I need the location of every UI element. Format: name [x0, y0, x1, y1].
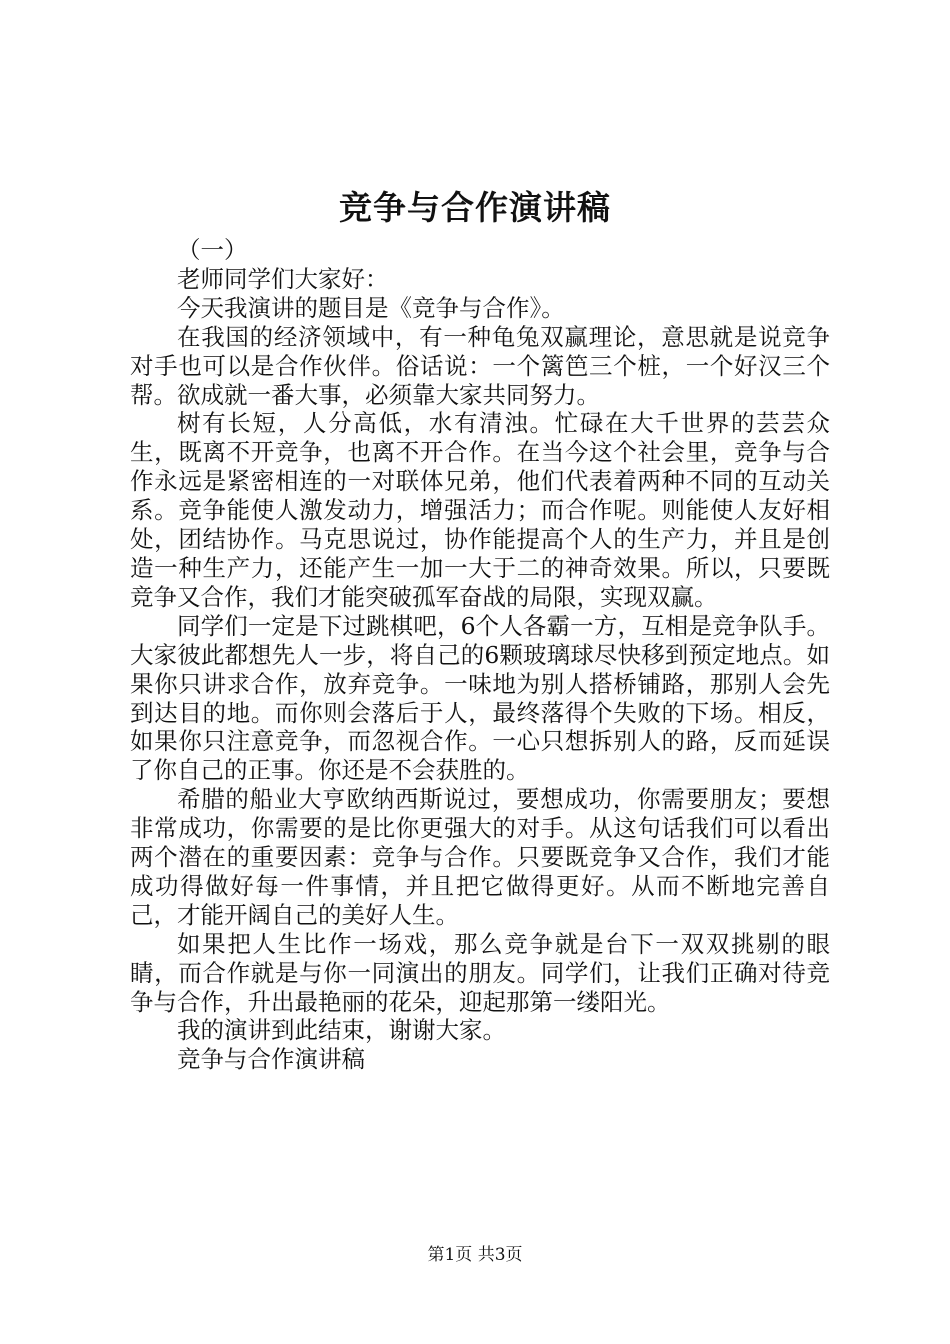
- paragraph-heading: 竞争与合作演讲稿: [177, 1045, 365, 1074]
- paragraph: 树有长短，人分高低，水有清浊。忙碌在大千世界的芸芸众生，既离不开竞争，也离不开合作。在当今这个社会里，竞争与合作永远是紧密相连的一对联体兄弟，他们代表着两种不同的互动关系。竞争能使人激发动力，增强活力；而合作呢。则能使人友好相处，团结协作。马克思说过，协作能提高个人的生产力，并且是创造一种生产力，还能产生一加一大于二的神奇效果。所以，只要既竞争又合作，我们才能突破孤军奋战的局限，实现双赢。: [130, 409, 830, 611]
- paragraph: 在我国的经济领域中，有一种龟兔双赢理论，意思就是说竞争对手也可以是合作伙伴。俗话说：一个篱笆三个桩，一个好汉三个帮。欲成就一番大事，必须靠大家共同努力。: [130, 322, 830, 409]
- paragraph-greeting: 老师同学们大家好：: [177, 264, 389, 293]
- paragraph-section-number: （一）: [177, 236, 248, 264]
- page-title: 竞争与合作演讲稿: [339, 188, 611, 227]
- paragraph: 同学们一定是下过跳棋吧，6个人各霸一方，互相是竞争队手。大家彼此都想先人一步，将自己的6颗玻璃球尽快移到预定地点。如果你只讲求合作，放弃竞争。一味地为别人搭桥铺路，那别人会先到达目的地。而你则会落后于人，最终落得个失败的下场。相反，如果你只注意竞争，而忽视合作。一心只想拆别人的路，反而延误了你自己的正事。你还是不会获胜的。: [130, 611, 830, 785]
- document-body: [130, 236, 830, 1074]
- paragraph: 希腊的船业大亨欧纳西斯说过，要想成功，你需要朋友；要想非常成功，你需要的是比你更强大的对手。从这句话我们可以看出两个潜在的重要因素：竞争与合作。只要既竞争又合作，我们才能成功得做好每一件事情，并且把它做得更好。从而不断地完善自己，才能开阔自己的美好人生。: [130, 785, 830, 929]
- paragraph-closing: 我的演讲到此结束，谢谢大家。: [177, 1016, 506, 1045]
- paragraph-topic: 今天我演讲的题目是《竞争与合作》。: [177, 293, 565, 322]
- page-footer: 第1页 共3页: [427, 1245, 523, 1265]
- paragraph: 如果把人生比作一场戏，那么竞争就是台下一双双挑剔的眼睛，而合作就是与你一同演出的朋友。同学们，让我们正确对待竞争与合作，升出最艳丽的花朵，迎起那第一缕阳光。: [130, 929, 830, 1016]
